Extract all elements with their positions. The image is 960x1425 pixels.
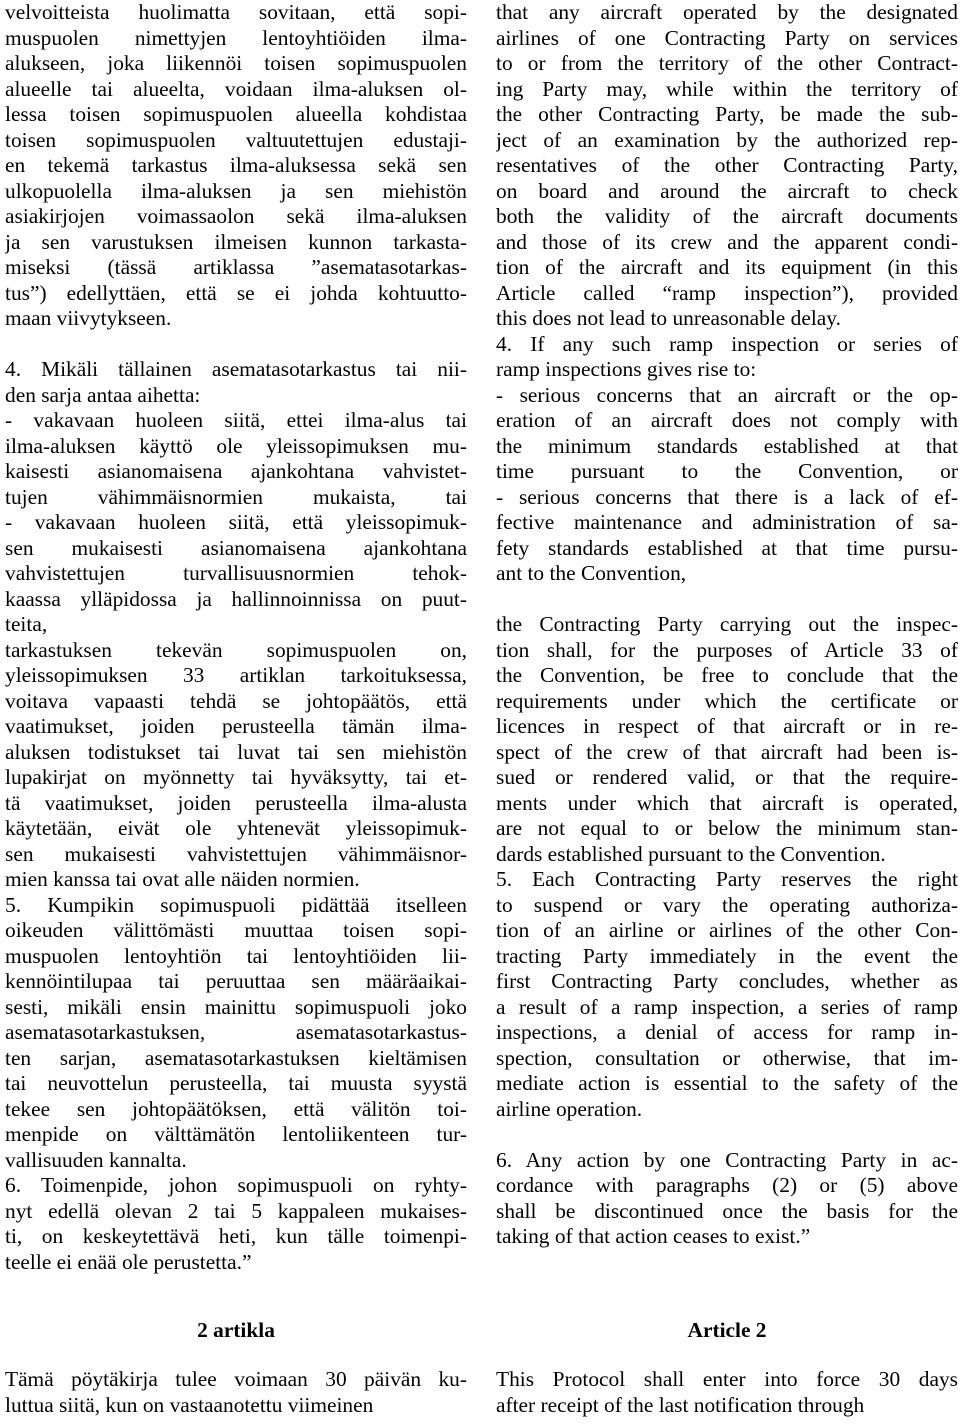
finnish-line: lessa toisen sopimuspuolen alueella kohdistaa bbox=[5, 102, 467, 126]
english-line: fective maintenance and administration of sa- bbox=[496, 510, 958, 534]
finnish-line: kennöintilupaa tai peruuttaa sen määräaikai- bbox=[5, 969, 467, 993]
finnish-line: kaassa ylläpidossa ja hallinnoinnissa on puut- bbox=[5, 586, 467, 611]
english-line: time pursuant to the Convention, or bbox=[496, 459, 958, 483]
english-line: that any aircraft operated by the designated bbox=[496, 0, 958, 24]
finnish-line: vallisuuden kannalta. bbox=[5, 1147, 187, 1172]
english-line: sued or rendered valid, or that the require- bbox=[496, 765, 958, 789]
heading-finnish: 2 artikla bbox=[197, 1318, 275, 1342]
finnish-line: tus”) edellyttäen, että se ei johda kohtuutto- bbox=[5, 280, 467, 305]
finnish-line: maan viivytykseen. bbox=[5, 306, 172, 330]
finnish-line: ja sen varustuksen ilmeisen kunnon tarkasta- bbox=[5, 229, 467, 254]
english-line: ramp inspections gives rise to: bbox=[496, 357, 757, 381]
finnish-line: tä vaatimukset, joiden perusteella ilma-alusta bbox=[5, 790, 467, 815]
finnish-line: lupakirjat on myönnetty tai hyväksytty, tai et- bbox=[5, 765, 467, 789]
english-line: Article called “ramp inspection”), provided bbox=[496, 280, 958, 305]
english-line: are not equal to or below the minimum stan- bbox=[496, 816, 958, 840]
english-line: the minimum standards established at that bbox=[496, 433, 958, 458]
finnish-line: - vakavaan huoleen siitä, ettei ilma-alus tai bbox=[5, 408, 467, 432]
finnish-line: sesti, mikäli ensin mainittu sopimuspuoli joko bbox=[5, 994, 467, 1019]
footer-line: This Protocol shall enter into force 30 days bbox=[496, 1367, 958, 1391]
finnish-line: alukseen, joka liikennöi toisen sopimuspuolen bbox=[5, 51, 467, 75]
english-line: 4. If any such ramp inspection or series of bbox=[496, 331, 958, 356]
english-line: first Contracting Party concludes, whether as bbox=[496, 969, 958, 993]
english-line: spect of the crew of that aircraft had been is- bbox=[496, 739, 958, 764]
english-line: both the validity of the aircraft documents bbox=[496, 204, 958, 228]
english-line: - serious concerns that there is a lack of ef- bbox=[496, 484, 958, 509]
finnish-line: muspuolen nimettyjen lentoyhtiöiden ilma- bbox=[5, 25, 467, 50]
english-line: requirements under which the certificate or bbox=[496, 688, 958, 713]
finnish-line: 6. Toimenpide, johon sopimuspuoli on ryhty- bbox=[5, 1173, 467, 1197]
finnish-line: tai neuvottelun perusteella, tai muusta syystä bbox=[5, 1071, 467, 1095]
english-line: and those of its crew and the apparent condi- bbox=[496, 229, 958, 254]
finnish-line: ilma-aluksen käyttö ole yleissopimuksen mu- bbox=[5, 433, 467, 458]
finnish-line: en tekemä tarkastus ilma-aluksessa sekä sen bbox=[5, 153, 467, 177]
english-line: dards established pursuant to the Convention. bbox=[496, 841, 886, 866]
finnish-line: tekee sen johtopäätöksen, että välitön toi- bbox=[5, 1096, 467, 1121]
english-line: ant to the Convention, bbox=[496, 561, 687, 585]
english-line: ject of an examination by the authorized rep- bbox=[496, 127, 958, 152]
finnish-line: sen mukaisesti vahvistettujen vähimmäisnor- bbox=[5, 841, 467, 866]
english-line: fety standards established at that time pursu- bbox=[496, 535, 958, 560]
finnish-line: ulkopuolella ilma-aluksen ja sen miehistön bbox=[5, 178, 467, 203]
english-line: eration of an aircraft does not comply with bbox=[496, 408, 958, 432]
english-line: - serious concerns that an aircraft or the op- bbox=[496, 382, 958, 407]
footer-line: luttua siitä, kun on vastaanotettu viimeinen bbox=[5, 1392, 374, 1417]
finnish-line: vaatimukset, joiden perusteella tämän ilma- bbox=[5, 714, 467, 738]
finnish-line: käytetään, eivät ole yhtenevät yleissopimuk- bbox=[5, 816, 467, 840]
english-line: the other Contracting Party, be made the sub- bbox=[496, 102, 958, 126]
finnish-line: sen mukaisesti asianomaisena ajankohtana bbox=[5, 535, 467, 560]
finnish-line: velvoitteista huolimatta sovitaan, että sopi- bbox=[5, 0, 467, 24]
english-line: tion of the aircraft and its equipment (in this bbox=[496, 255, 958, 279]
finnish-line: mien kanssa tai ovat alle näiden normien. bbox=[5, 867, 360, 891]
finnish-line: ti, on keskeytettävä heti, kun tälle toimenpi- bbox=[5, 1224, 467, 1248]
paragraph-gap bbox=[496, 587, 958, 613]
english-line: to or from the territory of the other Contract- bbox=[496, 51, 958, 75]
footer-line: Tämä pöytäkirja tulee voimaan 30 päivän ku- bbox=[5, 1367, 467, 1391]
english-line: tion shall, for the purposes of Article 33 of bbox=[496, 637, 958, 662]
finnish-line: aluksen todistukset tai luvat tai sen miehistön bbox=[5, 739, 467, 764]
footer-english bbox=[496, 1367, 958, 1418]
english-line: a result of a ramp inspection, a series of ramp bbox=[496, 994, 958, 1019]
english-line: airlines of one Contracting Party on services bbox=[496, 25, 958, 50]
english-line: the Contracting Party carrying out the inspec- bbox=[496, 612, 958, 636]
finnish-line: - vakavaan huoleen siitä, että yleissopimuk- bbox=[5, 510, 467, 534]
english-line: tion of an airline or airlines of the other Con- bbox=[496, 918, 958, 942]
english-line: tracting Party immediately in the event the bbox=[496, 943, 958, 968]
english-line: shall be discontinued once the basis for the bbox=[496, 1198, 958, 1223]
english-line: to suspend or vary the operating authoriza- bbox=[496, 892, 958, 917]
english-column bbox=[496, 0, 958, 1250]
finnish-line: tujen vähimmäisnormien mukaista, tai bbox=[5, 484, 467, 509]
english-line: spection, consultation or otherwise, that im- bbox=[496, 1045, 958, 1070]
finnish-line: tarkastuksen tekevän sopimuspuolen on, bbox=[5, 637, 467, 662]
finnish-line: alueelle tai alueelta, voidaan ilma-aluksen ol- bbox=[5, 76, 467, 101]
finnish-line: menpide on välttämätön lentoliikenteen tur- bbox=[5, 1122, 467, 1146]
finnish-line: toisen sopimuspuolen valtuutettujen edustaji- bbox=[5, 127, 467, 152]
heading-english: Article 2 bbox=[687, 1318, 767, 1342]
english-line: inspections, a denial of access for ramp in- bbox=[496, 1020, 958, 1044]
finnish-line: 4. Mikäli tällainen asematasotarkastus tai nii- bbox=[5, 357, 467, 381]
english-line: the Convention, be free to conclude that the bbox=[496, 663, 958, 687]
finnish-line: teelle ei enää ole perustetta.” bbox=[5, 1249, 252, 1274]
finnish-line: den sarja antaa aihetta: bbox=[5, 382, 201, 407]
finnish-line: asematasotarkastuksen, asematasotarkastus- bbox=[5, 1020, 467, 1044]
finnish-line: yleissopimuksen 33 artiklan tarkoituksessa, bbox=[5, 663, 467, 687]
finnish-line: asiakirjojen voimassaolon sekä ilma-aluksen bbox=[5, 204, 467, 228]
finnish-line: muspuolen lentoyhtiön tai lentoyhtiöiden lii- bbox=[5, 943, 467, 968]
finnish-line: 5. Kumpikin sopimuspuoli pidättää itselleen bbox=[5, 892, 467, 917]
finnish-line: voitava vapaasti tehdä se johtopäätös, että bbox=[5, 688, 467, 713]
english-line: 5. Each Contracting Party reserves the right bbox=[496, 867, 958, 891]
finnish-line: kaisesti asianomaisena ajankohtana vahvistet- bbox=[5, 459, 467, 483]
english-line: on board and around the aircraft to check bbox=[496, 178, 958, 203]
finnish-line: nyt edellä olevan 2 tai 5 kappaleen mukaises- bbox=[5, 1198, 467, 1223]
paragraph-gap bbox=[5, 332, 467, 358]
english-line: cordance with paragraphs (2) or (5) above bbox=[496, 1173, 958, 1197]
english-line: this does not lead to unreasonable delay. bbox=[496, 306, 841, 330]
english-line: taking of that action ceases to exist.” bbox=[496, 1224, 811, 1248]
english-line: mediate action is essential to the safety of the bbox=[496, 1071, 958, 1095]
footer-finnish bbox=[5, 1367, 467, 1418]
finnish-line: oikeuden välittömästi muuttaa toisen sopi- bbox=[5, 918, 467, 942]
english-line: resentatives of the other Contracting Party, bbox=[496, 153, 958, 177]
english-line: ments under which that aircraft is operated, bbox=[496, 790, 958, 815]
english-line: airline operation. bbox=[496, 1096, 643, 1121]
finnish-line: teita, bbox=[5, 612, 48, 636]
paragraph-gap bbox=[496, 1122, 958, 1148]
finnish-line: vahvistettujen turvallisuusnormien tehok- bbox=[5, 561, 467, 585]
footer-line: after receipt of the last notification through bbox=[496, 1392, 865, 1417]
english-line: 6. Any action by one Contracting Party in ac- bbox=[496, 1147, 958, 1172]
finnish-column bbox=[5, 0, 467, 1275]
english-line: ing Party may, while within the territory of bbox=[496, 76, 958, 101]
english-line: licences in respect of that aircraft or in re- bbox=[496, 714, 958, 738]
finnish-line: miseksi (tässä artiklassa ”asematasotarkas- bbox=[5, 255, 467, 279]
finnish-line: ten sarjan, asematasotarkastuksen kieltämisen bbox=[5, 1045, 467, 1070]
